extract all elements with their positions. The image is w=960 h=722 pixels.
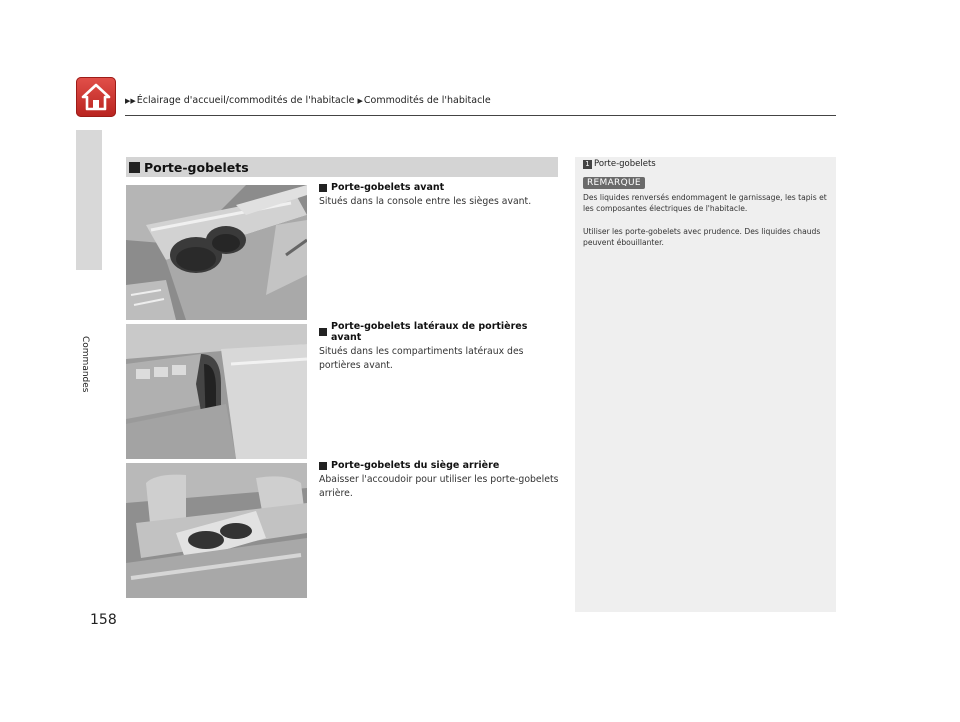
note-heading: [583, 159, 656, 169]
item-description: Situés dans les compartiments latéraux des portières avant.: [319, 346, 524, 371]
section-bullet-icon: [129, 162, 140, 173]
section-header: [126, 157, 558, 177]
breadcrumb: [125, 95, 491, 106]
note-paragraph: Des liquides renversés endommagent le garnissage, les tapis et les composantes électriques de l'habitacle.: [583, 193, 827, 213]
item-title: Porte-gobelets latéraux de portières avant: [331, 321, 528, 343]
note-panel: [575, 157, 836, 612]
door-cupholder-illustration: [126, 324, 307, 459]
note-heading-text: Porte-gobelets: [594, 159, 656, 169]
sidebar-tab-block: [76, 130, 102, 270]
notice-badge: REMARQUE: [583, 177, 645, 189]
front-cupholder-section: [319, 182, 561, 209]
door-cupholder-section: [319, 321, 561, 373]
sidebar-chapter-label: Commandes: [80, 336, 90, 393]
reference-number-icon: 1: [583, 160, 592, 169]
note-paragraph: Utiliser les porte-gobelets avec prudence. Des liquides chauds peuvent ébouillanter.: [583, 227, 821, 247]
header-divider: [125, 115, 836, 116]
section-title: Porte-gobelets: [144, 159, 249, 175]
front-cupholder-illustration: [126, 185, 307, 320]
item-description: Situés dans la console entre les sièges avant.: [319, 196, 532, 207]
breadcrumb-arrow-icon: ▶: [357, 97, 363, 105]
breadcrumb-arrow-icon: ▶▶: [125, 97, 136, 105]
page-number: 158: [90, 612, 117, 628]
home-icon: [81, 83, 111, 111]
bullet-icon: [319, 328, 327, 336]
item-title: Porte-gobelets avant: [331, 182, 445, 193]
item-description: Abaisser l'accoudoir pour utiliser les porte-gobelets arrière.: [319, 474, 559, 499]
bullet-icon: [319, 462, 327, 470]
home-button[interactable]: [76, 77, 116, 117]
breadcrumb-item-current[interactable]: Commodités de l'habitacle: [363, 95, 491, 106]
rear-cupholder-section: [319, 460, 561, 501]
bullet-icon: [319, 184, 327, 192]
item-title: Porte-gobelets du siège arrière: [331, 460, 500, 471]
breadcrumb-item-parent[interactable]: Éclairage d'accueil/commodités de l'habitacle: [136, 95, 355, 106]
rear-cupholder-illustration: [126, 463, 307, 598]
